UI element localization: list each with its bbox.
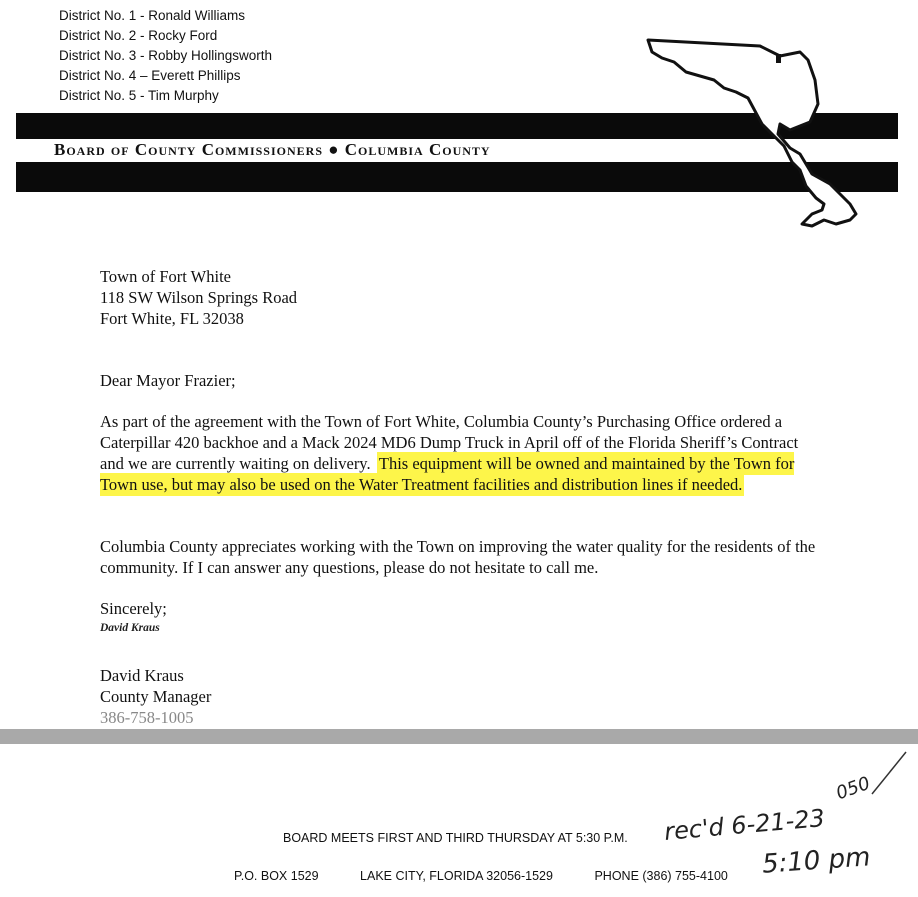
signature: David Kraus	[100, 622, 160, 634]
signer-name: David Kraus	[100, 666, 184, 685]
recipient-address	[100, 266, 297, 329]
meeting-notice: BOARD MEETS FIRST AND THIRD THURSDAY AT 5:30 P.M.	[283, 831, 628, 845]
body-paragraph-1-text: As part of the agreement with the Town of Fort White, Columbia County’s Purchasing Office ordered a Caterpillar 420 backhoe and a Mack 2024 MD6 Dump Truck in April off of the Florida Sheriff’s Contract and we are currently waiting on delivery.	[100, 412, 799, 473]
address-line-3: Fort White, FL 32038	[100, 309, 244, 328]
handwritten-mark: 050	[833, 772, 873, 805]
salutation: Dear Mayor Frazier;	[100, 371, 236, 390]
address-line-1: Town of Fort White	[100, 267, 231, 286]
district-5: District No. 5 - Tim Murphy	[59, 88, 219, 103]
board-title: Board of County Commissioners ● Columbia County	[54, 140, 491, 159]
address-line-2: 118 SW Wilson Springs Road	[100, 288, 298, 307]
received-time: 5:10 pm	[761, 842, 872, 880]
closing: Sincerely;	[100, 599, 167, 618]
pen-stroke-icon	[870, 748, 910, 798]
district-1: District No. 1 - Ronald Williams	[59, 8, 246, 23]
received-note: rec'd 6-21-23	[663, 804, 826, 846]
phone-number: PHONE (386) 755-4100	[594, 869, 728, 883]
city-address: LAKE CITY, FLORIDA 32056-1529	[360, 869, 553, 883]
signer-phone: 386-758-1005	[100, 708, 194, 727]
district-3: District No. 3 - Robby Hollingsworth	[59, 48, 273, 63]
highlighted-text: This equipment will be owned and maintained by the Town for Town use, but may also be used on the Water Treatment facilities and distribution lines if needed.	[100, 454, 795, 494]
footer-divider-bar	[0, 729, 918, 744]
district-list	[59, 6, 272, 106]
body-paragraph-2: Columbia County appreciates working with the Town on improving the water quality for the residents of the community. If I can answer any questions, please do not hesitate to call me.	[100, 537, 816, 577]
florida-map-icon	[640, 34, 870, 234]
signer-block	[100, 665, 211, 728]
district-4: District No. 4 – Everett Phillips	[59, 68, 241, 83]
contact-line	[234, 869, 766, 883]
po-box: P.O. BOX 1529	[234, 869, 319, 883]
body-paragraph-1	[100, 411, 820, 495]
district-2: District No. 2 - Rocky Ford	[59, 28, 218, 43]
signer-title: County Manager	[100, 687, 212, 706]
